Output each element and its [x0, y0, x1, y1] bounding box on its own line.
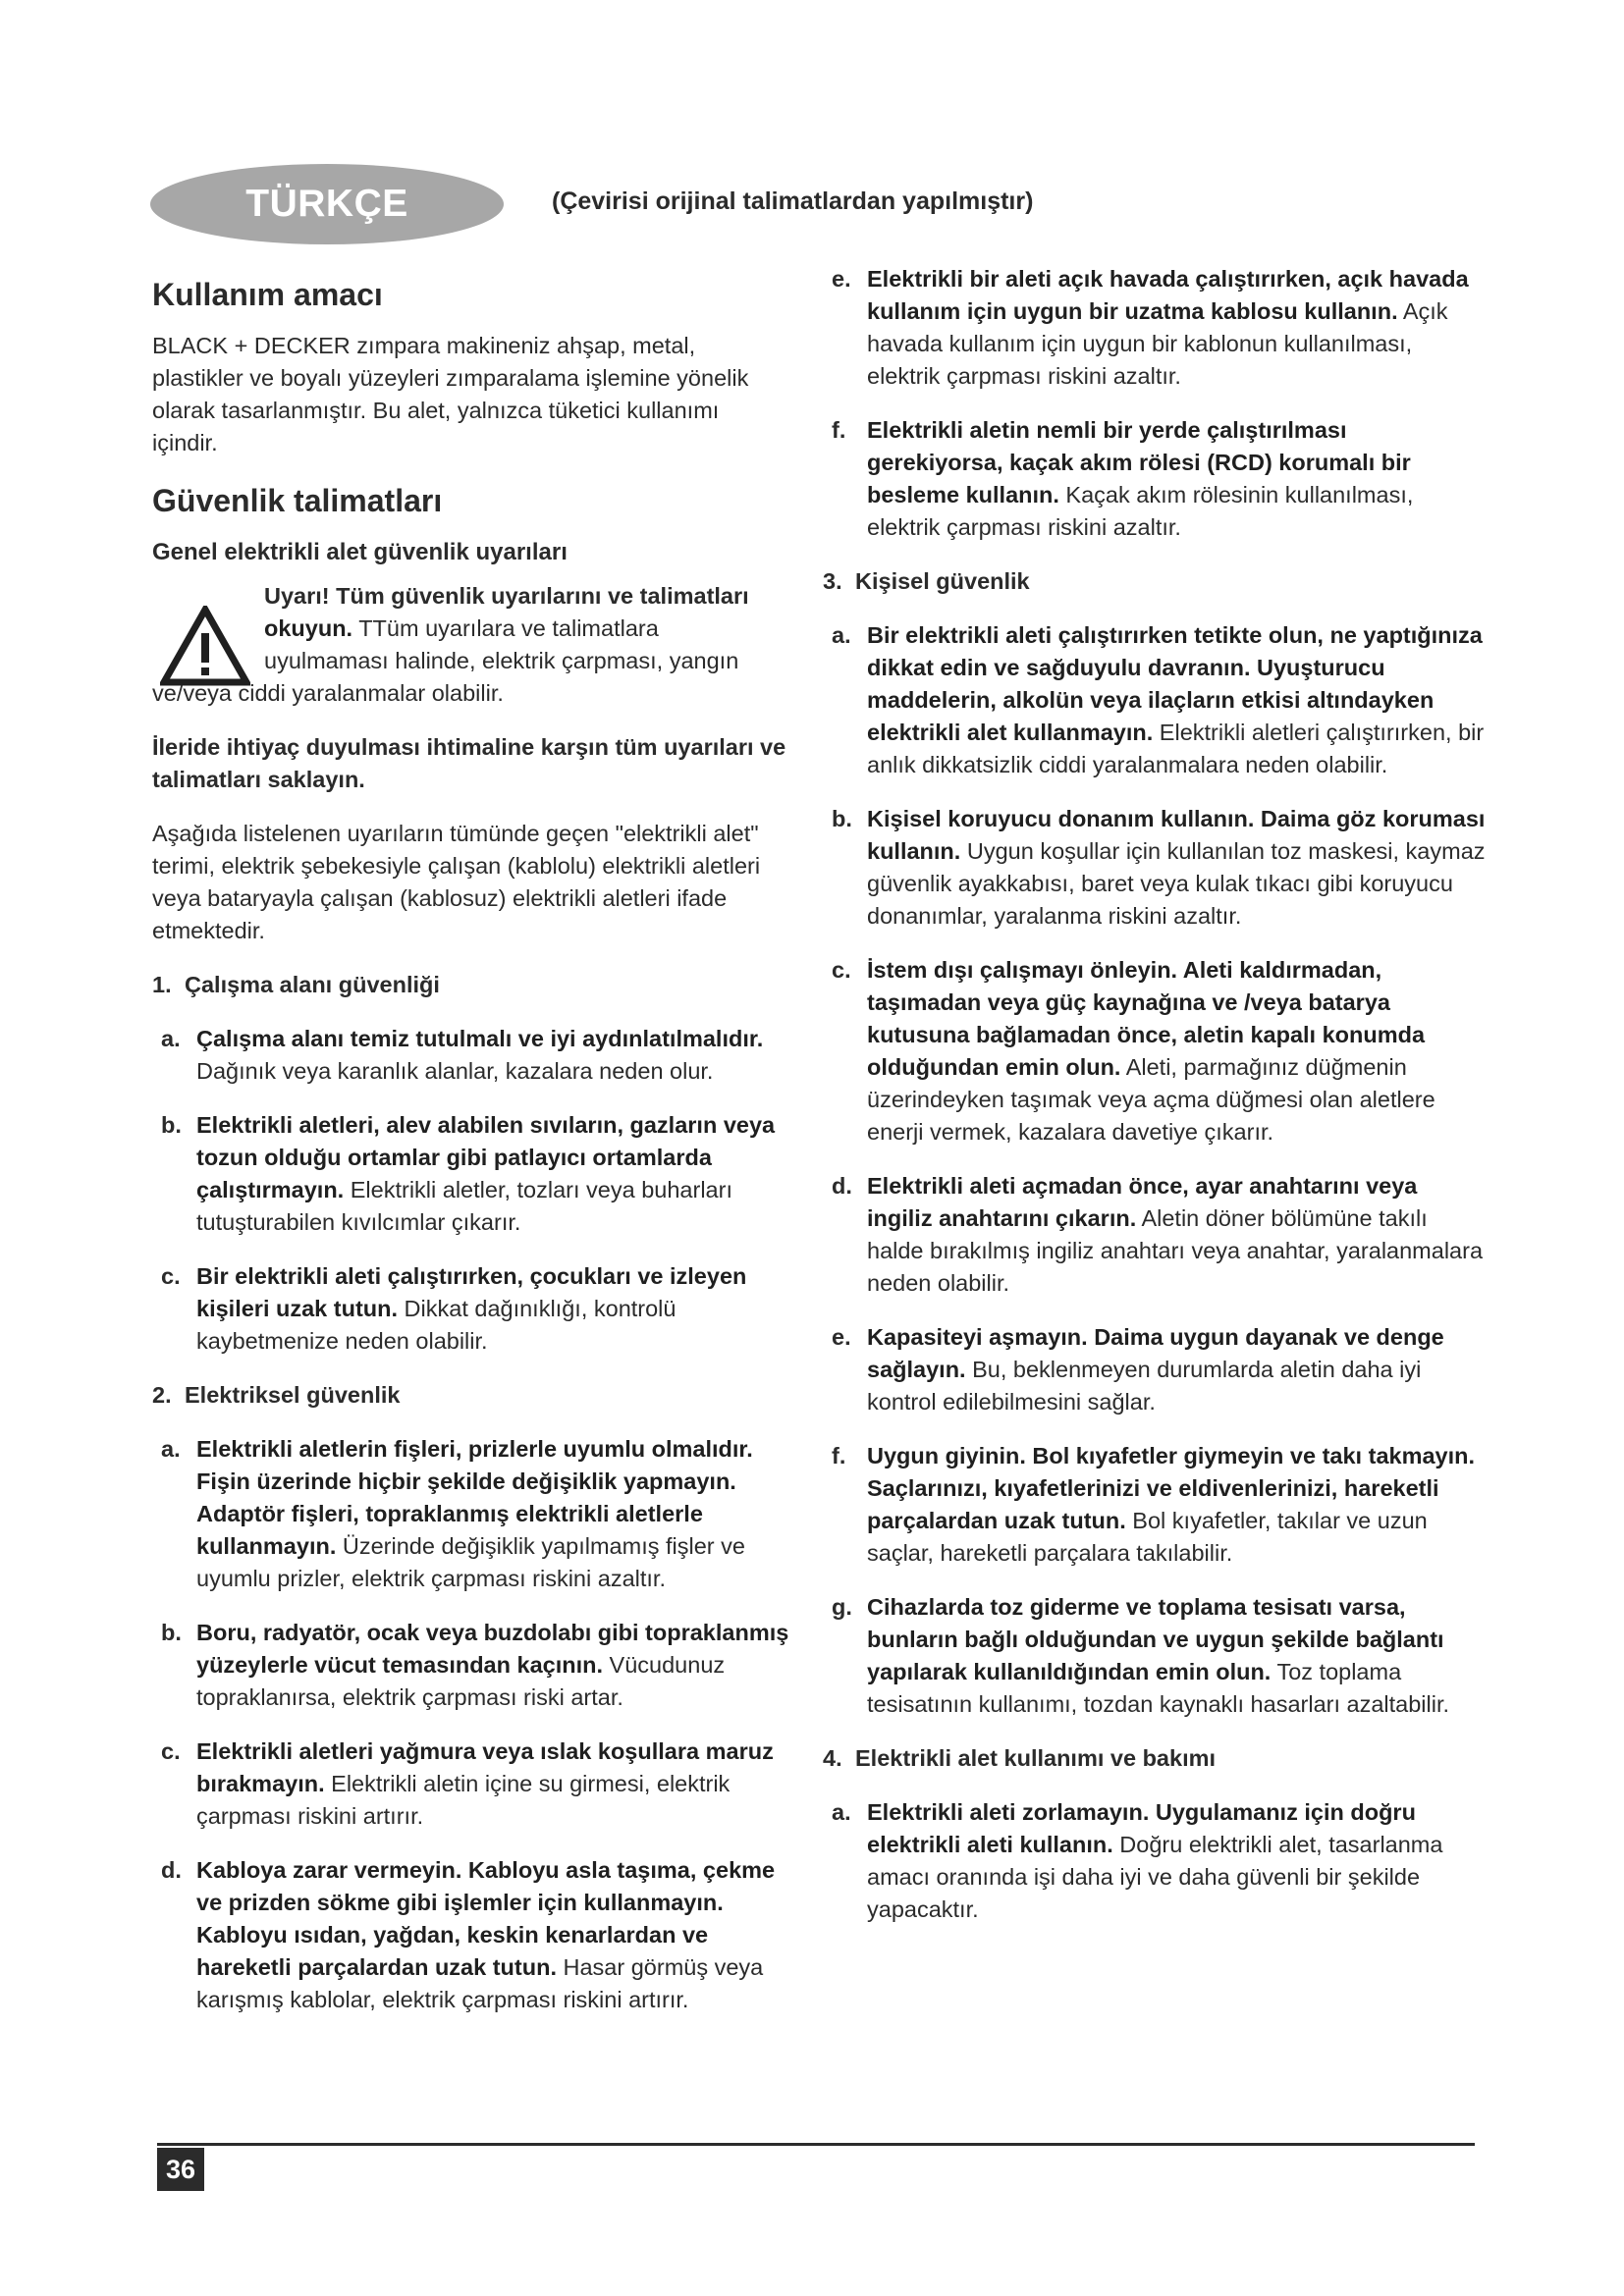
item-2e: e. Elektrikli bir aleti açık havada çalıştırırken, açık havada kullanım için uygun bir uzatma kablosu kullanın. Açık havada kullanım için uygun bir kablonun kullanılması, elektrik çarpması riskini azaltır.	[832, 266, 1469, 389]
save-instructions-note: İleride ihtiyaç duyulması ihtimaline karşın tüm uyarıları ve talimatları saklayın.	[152, 734, 786, 792]
item-1a: a. Çalışma alanı temiz tutulmalı ve iyi aydınlatılmalıdır. Dağınık veya karanlık alanlar, kazalara neden olur.	[161, 1026, 764, 1084]
item-4a: a. Elektrikli aleti zorlamayın. Uygulamanız için doğru elektrikli aleti kullanın. Doğru elektrikli alet, tasarlanma amacı oranında işi daha iyi ve daha güvenli bir şekilde yapacaktır.	[832, 1799, 1443, 1922]
footer-divider	[157, 2143, 1475, 2146]
item-2f: f. Elektrikli aletin nemli bir yerde çalıştırılması gerekiyorsa, kaçak akım rölesi (RCD) korumalı bir besleme kullanın. Kaçak akım rölesinin kullanılması, elektrik çarpması riskini azaltır.	[832, 417, 1414, 540]
intended-use-text: BLACK + DECKER zımpara makineniz ahşap, metal, plastikler ve boyalı yüzeyleri zımparalama işlemine yönelik olarak tasarlanmıştır. Bu alet, yalnızca tüketici kullanımı içindir.	[152, 333, 749, 455]
item-2a: a. Elektrikli aletlerin fişleri, prizlerle uyumlu olmalıdır. Fişin üzerinde hiçbir şekilde değişiklik yapmayın. Adaptör fişleri, topraklanmış elektrikli aletlerle kullanmayın. Üzerinde değişiklik yapılmamış fişler ve uyumlu prizler, elektrik çarpması riskini azaltır.	[161, 1436, 753, 1591]
warning-line-4: ve/veya ciddi yaralanmalar olabilir.	[152, 680, 504, 706]
item-2c: c. Elektrikli aletleri yağmura veya ıslak koşullara maruz bırakmayın. Elektrikli aletin içine su girmesi, elektrik çarpması riskini artırır.	[161, 1738, 774, 1829]
warning-block	[152, 580, 790, 710]
item-3e: e. Kapasiteyi aşmayın. Daima uygun dayanak ve denge sağlayın. Bu, beklenmeyen durumlarda aletin daha iyi kontrol edilebilmesini sağlar.	[832, 1324, 1444, 1415]
section-3-heading: 3. Kişisel güvenlik	[823, 568, 1030, 594]
right-column	[823, 263, 1489, 1948]
intended-use-title: Kullanım amacı	[152, 277, 383, 312]
left-column	[152, 263, 790, 2038]
item-3f: f. Uygun giyinin. Bol kıyafetler giymeyin ve takı takmayın. Saçlarınızı, kıyafetlerinizi ve eldivenlerinizi, hareketli parçalardan uzak tutun. Bol kıyafetler, takılar ve uzun saçlar, hareketli parçalara takılabilir.	[832, 1443, 1476, 1566]
language-label: TÜRKÇE	[245, 183, 408, 225]
item-3a: a. Bir elektrikli aleti çalıştırırken tetikte olun, ne yaptığınıza dikkat edin ve sağduyulu davranın. Uyuşturucu maddelerin, alkolün veya ilaçların etkisi altındayken elektrikli alet kullanmayın. Elektrikli aletleri çalıştırırken, bir anlık dikkatsizlik ciddi yaralanmalara neden olabilir.	[832, 622, 1485, 777]
item-3d: d. Elektrikli aleti açmadan önce, ayar anahtarını veya ingiliz anahtarını çıkarın. Aletin döner bölümüne takılı halde bırakılmış ingiliz anahtarı veya anahtar, yaralanmalara neden olabilir.	[832, 1173, 1484, 1296]
general-warnings-title: Genel elektrikli alet güvenlik uyarıları	[152, 539, 568, 565]
item-1b: b. Elektrikli aletleri, alev alabilen sıvıların, gazların veya tozun olduğu ortamlar gibi patlayıcı ortamlarda çalıştırmayın. Elektrikli aletler, tozları veya buharları tutuşturabilen kıvılcımlar çıkarır.	[161, 1112, 776, 1235]
language-badge	[150, 164, 504, 244]
item-2b: b. Boru, radyatör, ocak veya buzdolabı gibi topraklanmış yüzeylerle vücut temasından kaçının. Vücudunuz topraklanırsa, elektrik çarpması riski artar.	[161, 1620, 789, 1710]
section-2-heading: 2. Elektriksel güvenlik	[152, 1382, 401, 1408]
item-3g: g. Cihazlarda toz giderme ve toplama tesisatı varsa, bunların bağlı olduğundan ve uygun şekilde bağlantı yapılarak kullanıldığından emin olun. Toz toplama tesisatının kullanımı, tozdan kaynaklı hasarları azaltabilir.	[832, 1594, 1450, 1717]
warning-line-3: uyulmaması halinde, elektrik çarpması, yangın	[264, 648, 739, 673]
safety-title: Güvenlik talimatları	[152, 483, 443, 518]
item-3b: b. Kişisel koruyucu donanım kullanın. Daima göz koruması kullanın. Uygun koşullar için kullanılan toz maskesi, kaymaz güvenlik ayakkabısı, baret veya kulak tıkacı gibi koruyucu donanımlar, yaralanma riskini azaltır.	[832, 806, 1486, 929]
warning-triangle-icon	[160, 606, 250, 686]
item-2d: d. Kabloya zarar vermeyin. Kabloyu asla taşıma, çekme ve prizden sökme gibi işlemler için kullanmayın. Kabloyu ısıdan, yağdan, keskin kenarlardan ve hareketli parçalardan uzak tutun. Hasar görmüş veya karışmış kablolar, elektrik çarpması riskini artırır.	[161, 1857, 776, 2012]
warning-line-2: okuyun. TTüm uyarılara ve talimatlara	[264, 615, 659, 641]
item-3c: c. İstem dışı çalışmayı önleyin. Aleti kaldırmadan, taşımadan veya güç kaynağına ve /veya batarya kutusuna bağlamadan önce, aletin kapalı konumda olduğundan emin olun. Aleti, parmağınız düğmenin üzerindeyken taşımak veya açma düğmesi olan aletlere enerji vermek, kazalara davetiye çıkarır.	[832, 957, 1435, 1145]
item-1c: c. Bir elektrikli aleti çalıştırırken, çocukları ve izleyen kişileri uzak tutun. Dikkat dağınıklığı, kontrolü kaybetmenize neden olabilir.	[161, 1263, 747, 1354]
power-tool-term-text: Aşağıda listelenen uyarıların tümünde geçen "elektrikli alet" terimi, elektrik şebekesiyle çalışan (kablolu) elektrikli aletleri veya bataryayla çalışan (kablosuz) elektrikli aletleri ifade etmektedir.	[152, 821, 761, 943]
section-4-heading: 4. Elektrikli alet kullanımı ve bakımı	[823, 1745, 1217, 1771]
warning-line-1: Uyarı! Tüm güvenlik uyarılarını ve talimatları	[264, 583, 749, 609]
translation-note: (Çevirisi orijinal talimatlardan yapılmıştır)	[552, 187, 1034, 215]
page-number: 36	[157, 2148, 204, 2191]
section-1-heading: 1. Çalışma alanı güvenliği	[152, 972, 440, 997]
